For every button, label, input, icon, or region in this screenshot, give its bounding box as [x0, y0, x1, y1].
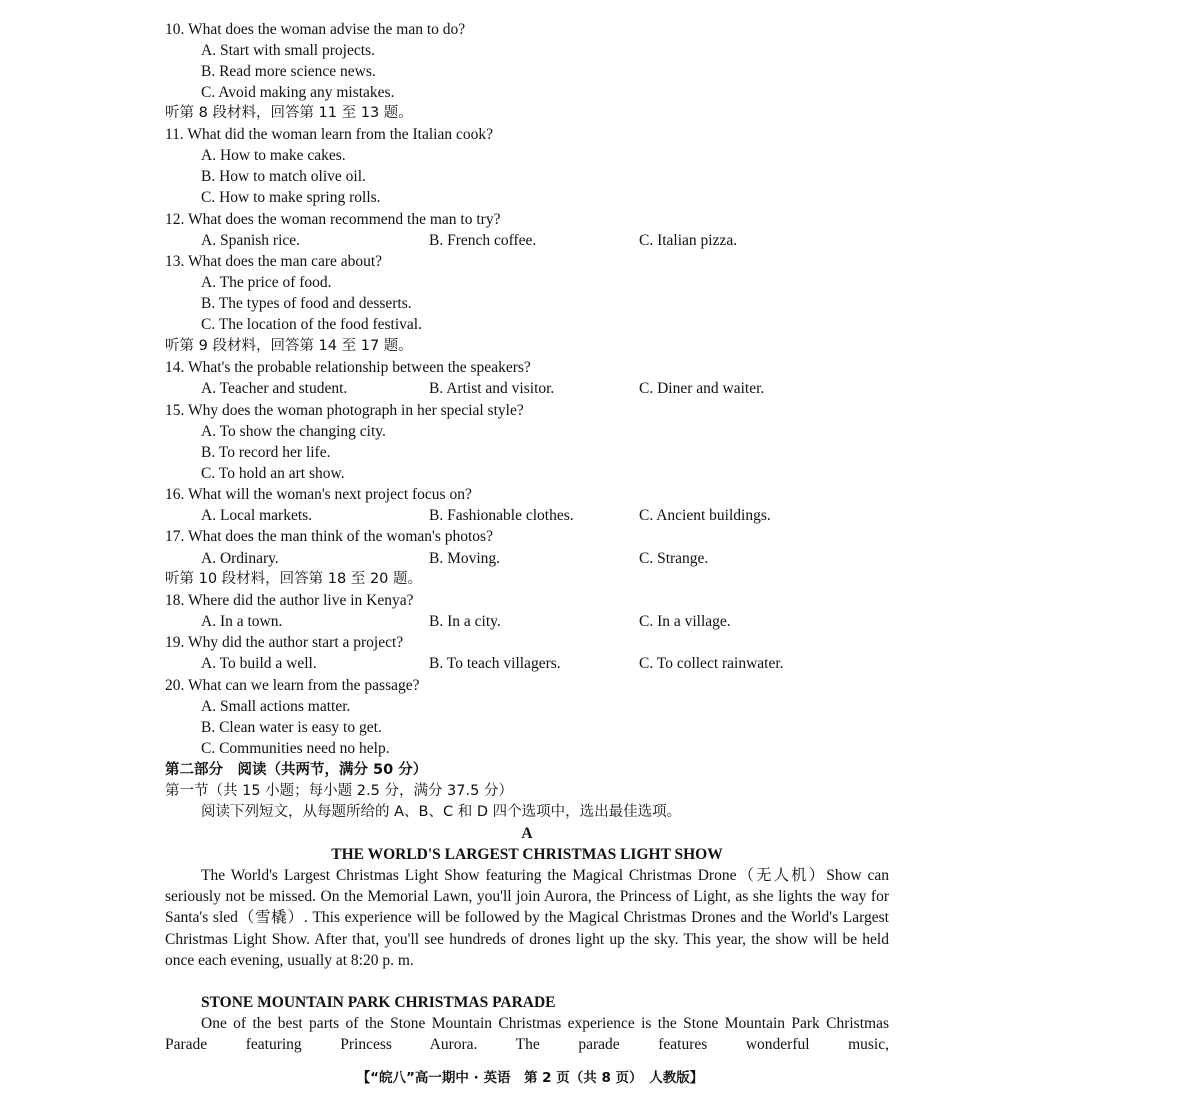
q18-option-c: C. In a village. [639, 613, 731, 630]
q20-option-b: B. Clean water is easy to get. [201, 719, 382, 736]
q10-option-a: A. Start with small projects. [201, 42, 375, 59]
question-16-stem: 16. What will the woman's next project focus on? [165, 486, 472, 503]
q17-option-a: A. Ordinary. [201, 550, 279, 567]
q18-option-b: B. In a city. [429, 613, 501, 630]
q16-option-a: A. Local markets. [201, 507, 313, 524]
q12-option-c: C. Italian pizza. [639, 232, 738, 249]
q16-option-c: C. Ancient buildings. [639, 507, 771, 524]
q17-options-row [201, 548, 901, 569]
reading-instruction: 阅读下列短文，从每题所给的 A、B、C 和 D 四个选项中，选出最佳选项。 [201, 804, 682, 820]
question-10-stem: 10. What does the woman advise the man to do? [165, 21, 466, 38]
part-two-heading: 第二部分 阅读（共两节，满分 50 分） [165, 762, 428, 778]
page-footer: 【“皖八”高一期中 · 英语 第 2 页（共 8 页） 人教版】 [356, 1070, 704, 1086]
passage-letter: A [521, 825, 533, 842]
q19-option-a: A. To build a well. [201, 655, 317, 672]
q15-option-b: B. To record her life. [201, 444, 331, 461]
q11-option-c: C. How to make spring rolls. [201, 189, 381, 206]
passage-paragraph-2 [165, 1013, 889, 1055]
question-15-stem: 15. Why does the woman photograph in her special style? [165, 402, 524, 419]
q13-option-c: C. The location of the food festival. [201, 316, 422, 333]
passage-paragraph-1 [165, 865, 889, 971]
q19-option-b: B. To teach villagers. [429, 655, 561, 672]
q12-option-b: B. French coffee. [429, 232, 537, 249]
q13-option-b: B. The types of food and desserts. [201, 295, 412, 312]
section-instruction-10: 听第 10 段材料，回答第 18 至 20 题。 [165, 571, 423, 587]
passage-subheading: STONE MOUNTAIN PARK CHRISTMAS PARADE [201, 994, 556, 1011]
question-13-stem: 13. What does the man care about? [165, 253, 383, 270]
q17-option-c: C. Strange. [639, 550, 709, 567]
q19-options-row [201, 653, 901, 674]
q16-options-row [201, 505, 901, 526]
section-one-heading: 第一节（共 15 小题；每小题 2.5 分，满分 37.5 分） [165, 783, 513, 799]
section-instruction-9: 听第 9 段材料，回答第 14 至 17 题。 [165, 338, 413, 354]
q14-options-row [201, 378, 901, 399]
passage-title: THE WORLD'S LARGEST CHRISTMAS LIGHT SHOW [331, 846, 723, 863]
q11-option-b: B. How to match olive oil. [201, 168, 366, 185]
q14-option-c: C. Diner and waiter. [639, 380, 765, 397]
q16-option-b: B. Fashionable clothes. [429, 507, 574, 524]
question-20-stem: 20. What can we learn from the passage? [165, 677, 420, 694]
q17-option-b: B. Moving. [429, 550, 501, 567]
q15-option-c: C. To hold an art show. [201, 465, 345, 482]
q12-option-a: A. Spanish rice. [201, 232, 301, 249]
section-instruction-8: 听第 8 段材料，回答第 11 至 13 题。 [165, 105, 413, 121]
q18-option-a: A. In a town. [201, 613, 283, 630]
question-18-stem: 18. Where did the author live in Kenya? [165, 592, 414, 609]
question-19-stem: 19. Why did the author start a project? [165, 634, 404, 651]
q18-options-row [201, 611, 901, 632]
question-14-stem: 14. What's the probable relationship between the speakers? [165, 359, 531, 376]
q13-option-a: A. The price of food. [201, 274, 332, 291]
q15-option-a: A. To show the changing city. [201, 423, 386, 440]
question-17-stem: 17. What does the man think of the woman's photos? [165, 528, 493, 545]
question-11-stem: 11. What did the woman learn from the Italian cook? [165, 126, 493, 143]
q10-option-b: B. Read more science news. [201, 63, 376, 80]
paragraph-1-text: The World's Largest Christmas Light Show featuring the Magical Christmas Drone（无人机）Show can seriously not be missed. On the Memorial Lawn, you'll join Aurora, the Princess of Light, as she lights the way for Santa's sled（雪橇）. This experience will be followed by the Magical Christmas Drones and the World's Largest Christmas Light Show. After that, you'll see hundreds of drones light up the sky. This year, the show will be held once each evening, usually at 8:20 p. m. [165, 867, 889, 969]
q19-option-c: C. To collect rainwater. [639, 655, 784, 672]
q20-option-c: C. Communities need no help. [201, 740, 390, 757]
q14-option-a: A. Teacher and student. [201, 380, 348, 397]
q20-option-a: A. Small actions matter. [201, 698, 351, 715]
question-12-stem: 12. What does the woman recommend the man to try? [165, 211, 501, 228]
q10-option-c: C. Avoid making any mistakes. [201, 84, 395, 101]
paragraph-2-text: One of the best parts of the Stone Mountain Christmas experience is the Stone Mountain Park Christmas Parade featuring Princess Aurora. The parade features wonderful music, [165, 1015, 889, 1054]
q14-option-b: B. Artist and visitor. [429, 380, 555, 397]
q12-options-row [201, 230, 901, 251]
q11-option-a: A. How to make cakes. [201, 147, 346, 164]
